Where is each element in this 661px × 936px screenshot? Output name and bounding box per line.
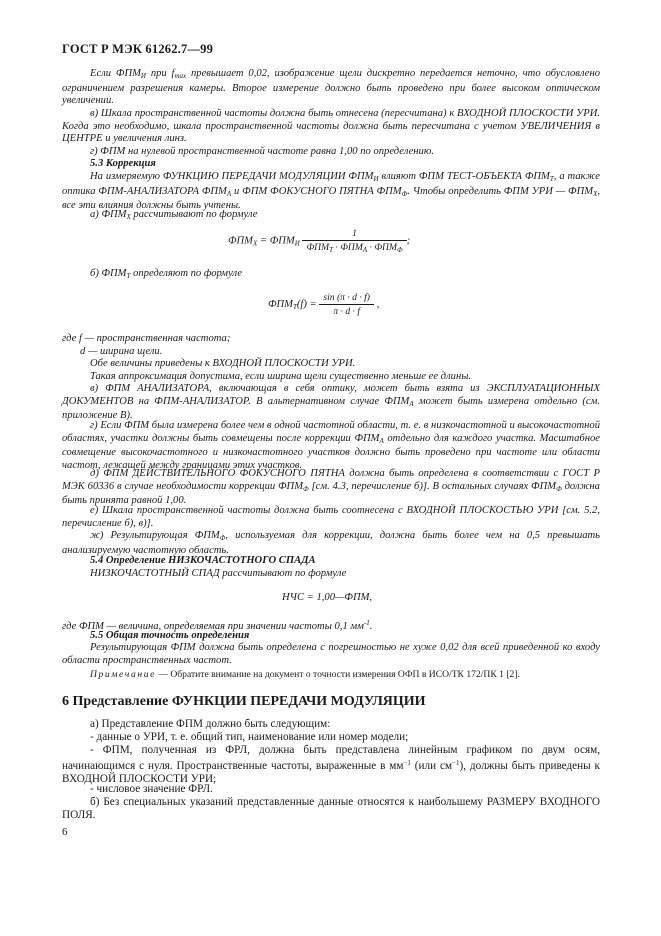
superscript: −1 [403,759,411,768]
superscript: -1 [363,619,370,627]
note-text: — Обратите внимание на документ о точности измерения ОФП в ИСО/ТК 172/ПК 1 [2]. [155,669,520,680]
formula-nchs: НЧС = 1,00—ФПМ, [282,592,373,603]
text-run: в) ФПМ АНАЛИЗАТОРА, включающая в себя оптику, может быть взята из ЭКСПЛУАТАЦИОННЫХ ДОКУМЕНТОВ на ФПМ-АНАЛИЗАТОР. В альтернативном случае ФПМ [62,383,600,407]
text-run: д) ФПМ ДЕЙСТВИТЕЛЬНОГО ФОКУСНОГО ПЯТНА должна быть определена в соответствии с ГОСТ Р МЭК 60336 в случае необходимости коррекции ФПМ [62,468,600,492]
paragraph-frequency-scale: в) Шкала пространственной частоты должна быть отнесена (пересчитана) к ВХОДНОЙ ПЛОСКОСТИ УРИ. Когда это необходимо, шкала пространственной частоты должна быть пересчитана с учетом УВЕЛИЧЕНИЯ в ЦЕНТРЕ и увеличения линз. [62,108,600,145]
text-run: определяют по формуле [130,268,243,279]
text-run: отдельно для каждого участка. Масштабное совмещение высокочастотного и низкочастотного участков должно быть проведено при частоте или области частот, лежащей между границами этих участков. [62,432,601,471]
text-run: - ФПМ, полученная из ФРЛ, должна быть представлена линейным графиком по двум осям, начинающимся с нуля. Пространственные частоты, выраженные в мм [62,744,600,773]
paragraph-focal-spot [62,468,600,508]
section-5-3-heading: 5.3 Коррекция [90,158,156,169]
paragraph-resulting-fpm [62,530,600,557]
text-run: (или см [410,760,453,773]
document-header: ГОСТ Р МЭК 61262.7—99 [62,42,214,56]
section-5-4-heading: 5.4 Определение НИЗКОЧАСТОТНОГО СПАДА [90,555,316,566]
text-run: г) Если ФПМ была измерена более чем в одной частотной области, т. е. в низкочастотной и высокочастотной областях, участки должны быть совмещены после коррекции ФПМ [62,420,600,444]
text-run: ; [406,235,411,247]
formula-fpm-t [268,292,379,317]
paragraph-presentation-a: а) Представление ФПМ должно быть следующим: [90,718,331,730]
subscript: Т [549,175,554,183]
text-run: [см. 4.3, перечисление б)]. В остальных случаях ФПМ [308,480,557,492]
where-f: где f — пространственная частота; [62,333,231,344]
paragraph-zero-frequency: г) ФПМ на нулевой пространственной частоте равна 1,00 по определению. [90,146,434,157]
subscript: Ф [219,534,226,542]
paragraph-item-b [62,268,600,283]
subscript: Ф [396,246,403,254]
subscript: А [379,436,384,445]
paragraph-presentation-b: б) Без специальных указаний представленные данные относятся к наибольшему РАЗМЕРУ ВХОДНОГО ПОЛЯ. [62,796,600,822]
subscript: Ф [401,189,408,198]
text-run: превышает 0,02, изображение щели дискретно передается неточно, что обусловлено ограничением разрешения камеры. Второе измерение должно быть проведено при более высоком оптическом увеличении. [62,68,600,107]
text-run: ), должны быть приведены к ВХОДНОЙ ПЛОСКОСТИ УРИ; [62,760,600,786]
text-run: , все эти влияния должны быть учтены. [62,185,600,212]
list-item-uri-data: - данные о УРИ, т. е. общий тип, наименование или номер модели; [90,731,409,743]
subscript: max [174,72,187,80]
text-run: , [376,298,380,310]
text-run: ФПМ [268,298,293,310]
paragraph-low-freq-drop: НИЗКОЧАСТОТНЫЙ СПАД рассчитывают по формуле [90,568,347,579]
subscript: А [409,399,414,408]
text-run: . Чтобы определить ФПМ УРИ — ФПМ [407,185,594,197]
paragraph-multiple-regions [62,420,600,472]
subscript: Т [126,272,131,280]
subscript: Ф [556,484,562,493]
text-run: ФПМ [306,242,330,253]
text-run: . [369,621,373,632]
superscript: −1 [452,759,460,768]
subscript: Т [329,246,333,254]
paragraph-correction-intro [62,171,600,213]
paragraph-accuracy: Результирующая ФПМ должна быть определена с погрешностью не хуже 0,02 для всей приведенной ко входу области пространственных частот. [62,642,600,666]
formula-fpm-x [228,228,410,254]
fraction-numerator: 1 [302,228,406,241]
subscript: Ф [303,484,309,493]
text-run: влияют ФПМ ТЕСТ-ОБЪЕКТА ФПМ [378,171,550,182]
text-run: = ФПМ [257,235,295,247]
paragraph-scale-relation: е) Шкала пространственной частоты должна быть соотнесена с ВХОДНОЙ ПЛОСКОСТЬЮ УРИ [см. 5.2, перечисление б), в)]. [62,505,600,529]
subscript: Т [293,302,297,311]
page-number: 6 [62,826,68,838]
text-run: (f) = [296,298,317,310]
text-run: должна быть принята равной 1,00. [62,480,600,507]
subscript: X [253,239,258,248]
fraction [319,292,374,317]
paragraph-fpm-threshold [62,68,600,108]
text-run: при f [145,68,175,79]
list-item-frl-value: - числовое значение ФРЛ. [90,783,213,795]
paragraph-approximation: Такая аппроксимация допустима, если ширина щели существенно меньше ее длины. [90,371,472,382]
where-d: d — ширина щели. [80,346,163,357]
list-item-fpm-graph [62,744,600,787]
subscript: А [362,246,368,254]
text-run: · ФПМ [333,242,363,253]
subscript: И [140,72,146,80]
text-run: Если ФПМ [90,68,141,79]
subscript: И [294,239,300,248]
text-run: , а также оптика ФПМ-АНАЛИЗАТОРА ФПМ [62,171,601,197]
fraction-denominator [302,241,406,254]
text-run: б) ФПМ [90,268,127,279]
paragraph-item-a [62,209,600,224]
note-label: Примечание [90,669,156,680]
fraction [302,228,406,254]
subscript: X [126,213,131,221]
text-run: рассчитывают по формуле [130,209,258,220]
text-run: · ФПМ [367,242,397,253]
text-run: ФПМ [228,235,253,247]
section-6-heading: 6 Представление ФУНКЦИИ ПЕРЕДАЧИ МОДУЛЯЦИИ [62,694,426,709]
subscript: X [593,189,598,198]
fraction-denominator: π · d · f [333,306,361,317]
section-5-5-heading: 5.5 Общая точность определения [90,630,250,641]
text-run: На измеряемую ФУНКЦИЮ ПЕРЕДАЧИ МОДУЛЯЦИИ ФПМ [90,171,374,182]
paragraph-input-plane: Обе величины приведены к ВХОДНОЙ ПЛОСКОСТИ УРИ. [90,358,356,369]
paragraph-analyzer [62,383,600,423]
text-run: и ФПМ ФОКУСНОГО ПЯТНА ФПМ [231,185,402,197]
text-run: ж) Результирующая ФПМ [90,530,220,541]
text-run: может быть измерена отдельно (см. приложение В). [62,395,600,422]
text-run: а) ФПМ [90,209,127,220]
subscript: А [226,189,232,198]
fraction-numerator: sin (π · d · f) [319,292,374,305]
note [62,669,600,681]
subscript: И [373,175,379,183]
text-run: где ФПМ — величина, определяемая при значении частоты 0,1 мм [62,621,364,632]
text-run: , используемая для коррекции, должна быть более чем на 0,5 превышать анализируемую частотную область. [62,530,600,556]
